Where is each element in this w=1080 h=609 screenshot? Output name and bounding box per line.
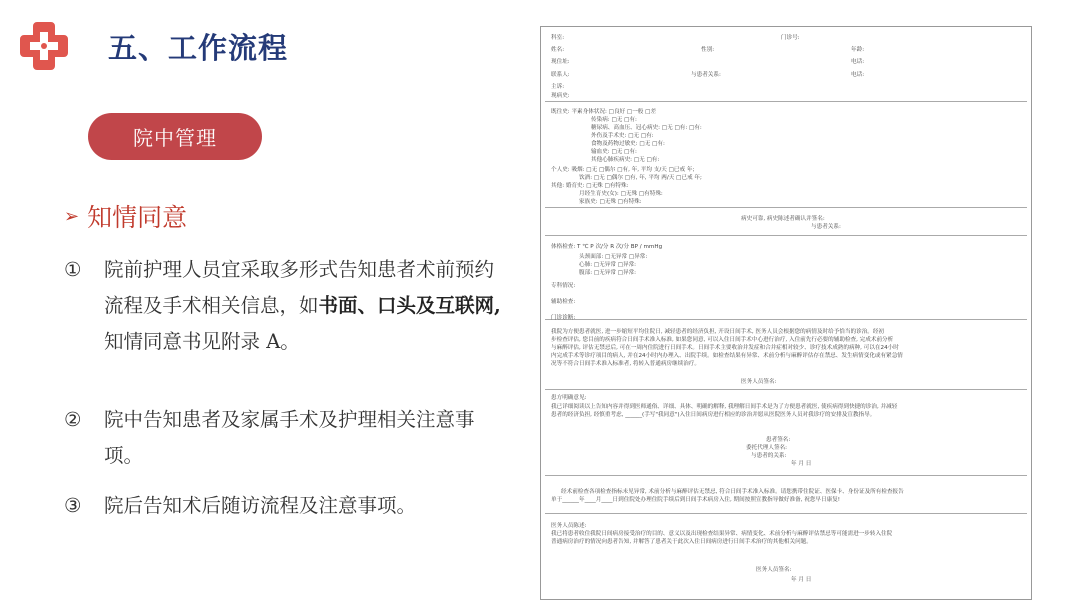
form-text-line: 年 月 日 [791,577,812,583]
form-text-line: 内完成手术等诊疗项目的病人, 并在24小时内办理入、出院手续。如检查结果有异常、术前分析与麻醉评估存在禁忌、发生病情变化或有紧急情 [551,353,903,359]
section-badge: 院中管理 [88,113,262,160]
form-text-line: 个人史: 吸烟: □无 □偶尔 □有, 年, 平均 支/天 □已戒 年; [551,167,695,173]
item-text-part: 知情同意书见附录 A。 [104,330,300,353]
form-text-line: 年龄: [851,47,865,53]
divider [545,101,1027,102]
item-number: ③ [64,494,82,517]
form-text-line: 况等不符合日间手术准入标准者, 将转入普通病房继续治疗。 [551,361,700,367]
form-text-line: 经术前检查各项检查指标未见异常, 术前分析与麻醉评估无禁忌, 符合日间手术准入标准。请您携带住院证、医保卡、身份证及所有检查报告 [561,489,904,495]
form-text-line: 电话: [851,59,865,65]
form-text-line: 我已将患者收住我院日间病房接受治疗的目的、意义以及出现检查结果异常、病情变化、术前分析与麻醉评估禁忌等可能需进一步转入住院 [551,531,893,537]
form-text-line: 与麻醉评估, 评估无禁忌后, 可在一周内住院进行日间手术。日间手术主要收治并发症和合并症相对较少、诊疗技术成熟的病种, 可以在24小时 [551,345,899,351]
form-text-line: 病史可靠, 病史陈述者确认并签名: [741,216,825,222]
form-text-line: 医务人员签名: [741,379,777,385]
form-text-line: 单于______年____月____日到住院处办理住院手续后到日间手术病房入住, 期间按照宣教指导做好准备, 祝您早日康复! [551,497,841,503]
consent-form-document [540,26,1032,600]
section-heading [64,198,187,234]
form-text-line: 其他: 婚育史: □无殊 □有特殊: [551,183,629,189]
form-text-line: 主诉: [551,84,565,90]
form-text-line: 门诊诊断: [551,315,576,321]
form-text-line: 性别: [701,47,715,53]
page-title: 五、工作流程 [108,31,289,65]
form-text-line: 科室: [551,35,565,41]
list-item [64,252,501,402]
form-text-line: 体格检查: T ℃ P 次/分 R 次/分 BP / mmHg [551,244,663,250]
form-text-line: 外伤及手术史: □无 □有: [591,133,654,139]
item-number: ① [64,258,82,281]
form-text-line: 辅助检查: [551,299,576,305]
form-text-line: 医务人员陈述: [551,523,587,529]
item-number: ② [64,408,82,431]
item-text-part: 院前护理人员宜采取多形式告知患者术前预约流程及手术相关信息，如 [104,258,495,317]
form-text-line: 姓名: [551,47,565,53]
form-text-line: 其他心肺疾病史: □无 □有: [591,157,660,163]
form-text-line: 与患者关系: [811,224,841,230]
form-text-line: 患方明确意见: [551,395,587,401]
item-text [104,252,509,360]
form-text-line: 饮酒: □无 □偶尔 □有, 年, 平均 两/天 □已戒 年; [579,175,702,181]
form-text-line: 我院为方便患者就医, 进一步缩短平均住院日, 减轻患者的经济负担, 开设日间手术, 医务人员会根据您的病情及时给予恰当的诊治。经初 [551,329,885,335]
form-text-line: 糖尿病、高血压、冠心病史: □无 □有: □有: [591,125,702,131]
divider [545,475,1027,476]
form-text-line: 电话: [851,72,865,78]
form-text-line: 委托代理人签名: [746,445,788,451]
divider [545,389,1027,390]
divider [545,235,1027,236]
form-text-line: 现住址: [551,59,570,65]
form-text-line: 现病史: [551,93,570,99]
section-title: 知情同意 [87,203,188,232]
form-text-line: 家族史: □无殊 □有特殊: [579,199,642,205]
form-text-line: 患者签名: [766,437,791,443]
form-text-line: 门诊号: [781,35,800,41]
form-text-line: 步检查评估, 您目前的疾病符合日间手术准入标准, 如果您同意, 可以入住日间手术中心进行治疗, 入住前先行必要的辅助检查, 完成术前分析 [551,337,894,343]
form-text-line: 医务人员签名: [756,567,792,573]
form-text-line: 头颈面部: □无异常 □异常: [579,254,648,260]
form-text-line: 与患者关系: [691,72,721,78]
form-text-line: 既往史: 平素身体状况: □良好 □一般 □差 [551,109,657,115]
form-text-line: 联系人: [551,72,570,78]
form-text-line: 心肺: □无异常 □异常: [579,262,637,268]
list-item [64,488,484,528]
form-text-line: 年 月 日 [791,461,812,467]
divider [545,207,1027,208]
form-text-line: 传染病: □无 □有: [591,117,637,123]
red-cross-logo-icon [18,20,70,72]
divider [545,513,1027,514]
form-text-line: 患者的经济负担, 经慎重考虑, ______(手写"我同意")入住日间病房进行相应的诊治并愿从医院医务人员对我诊疗的安排及宣教指导。 [551,412,876,418]
form-text-line: 输血史: □无 □有: [591,149,637,155]
form-text-line: 腹部: □无异常 □异常: [579,270,637,276]
form-text-line: 我已详细阅读以上告知内容并得到医师通俗、详细、具体、明确的解释, 我理解日间手术是为了方便患者就医, 使疾病得到快捷的诊治, 并减轻 [551,404,898,410]
form-text-line: 专科情况: [551,283,576,289]
item-text: 院后告知术后随访流程及注意事项。 [104,494,417,517]
list-item [64,402,484,477]
divider [545,319,1027,320]
form-text-line: 普通病房治疗的情况向患者告知, 并解答了患者关于此次入住日间病房进行日间手术治疗的其他相关问题。 [551,539,812,545]
arrow-bullet-icon: ➢ [64,205,80,227]
form-text-line: 月经生育史(女): □无殊 □有特殊: [579,191,663,197]
item-text-bold: 书面、口头及互联网, [318,294,501,317]
form-text-line: 食物及药物过敏史: □无 □有: [591,141,665,147]
item-text: 院中告知患者及家属手术及护理相关注意事项。 [104,408,475,467]
form-text-line: 与患者的关系: [751,453,787,459]
